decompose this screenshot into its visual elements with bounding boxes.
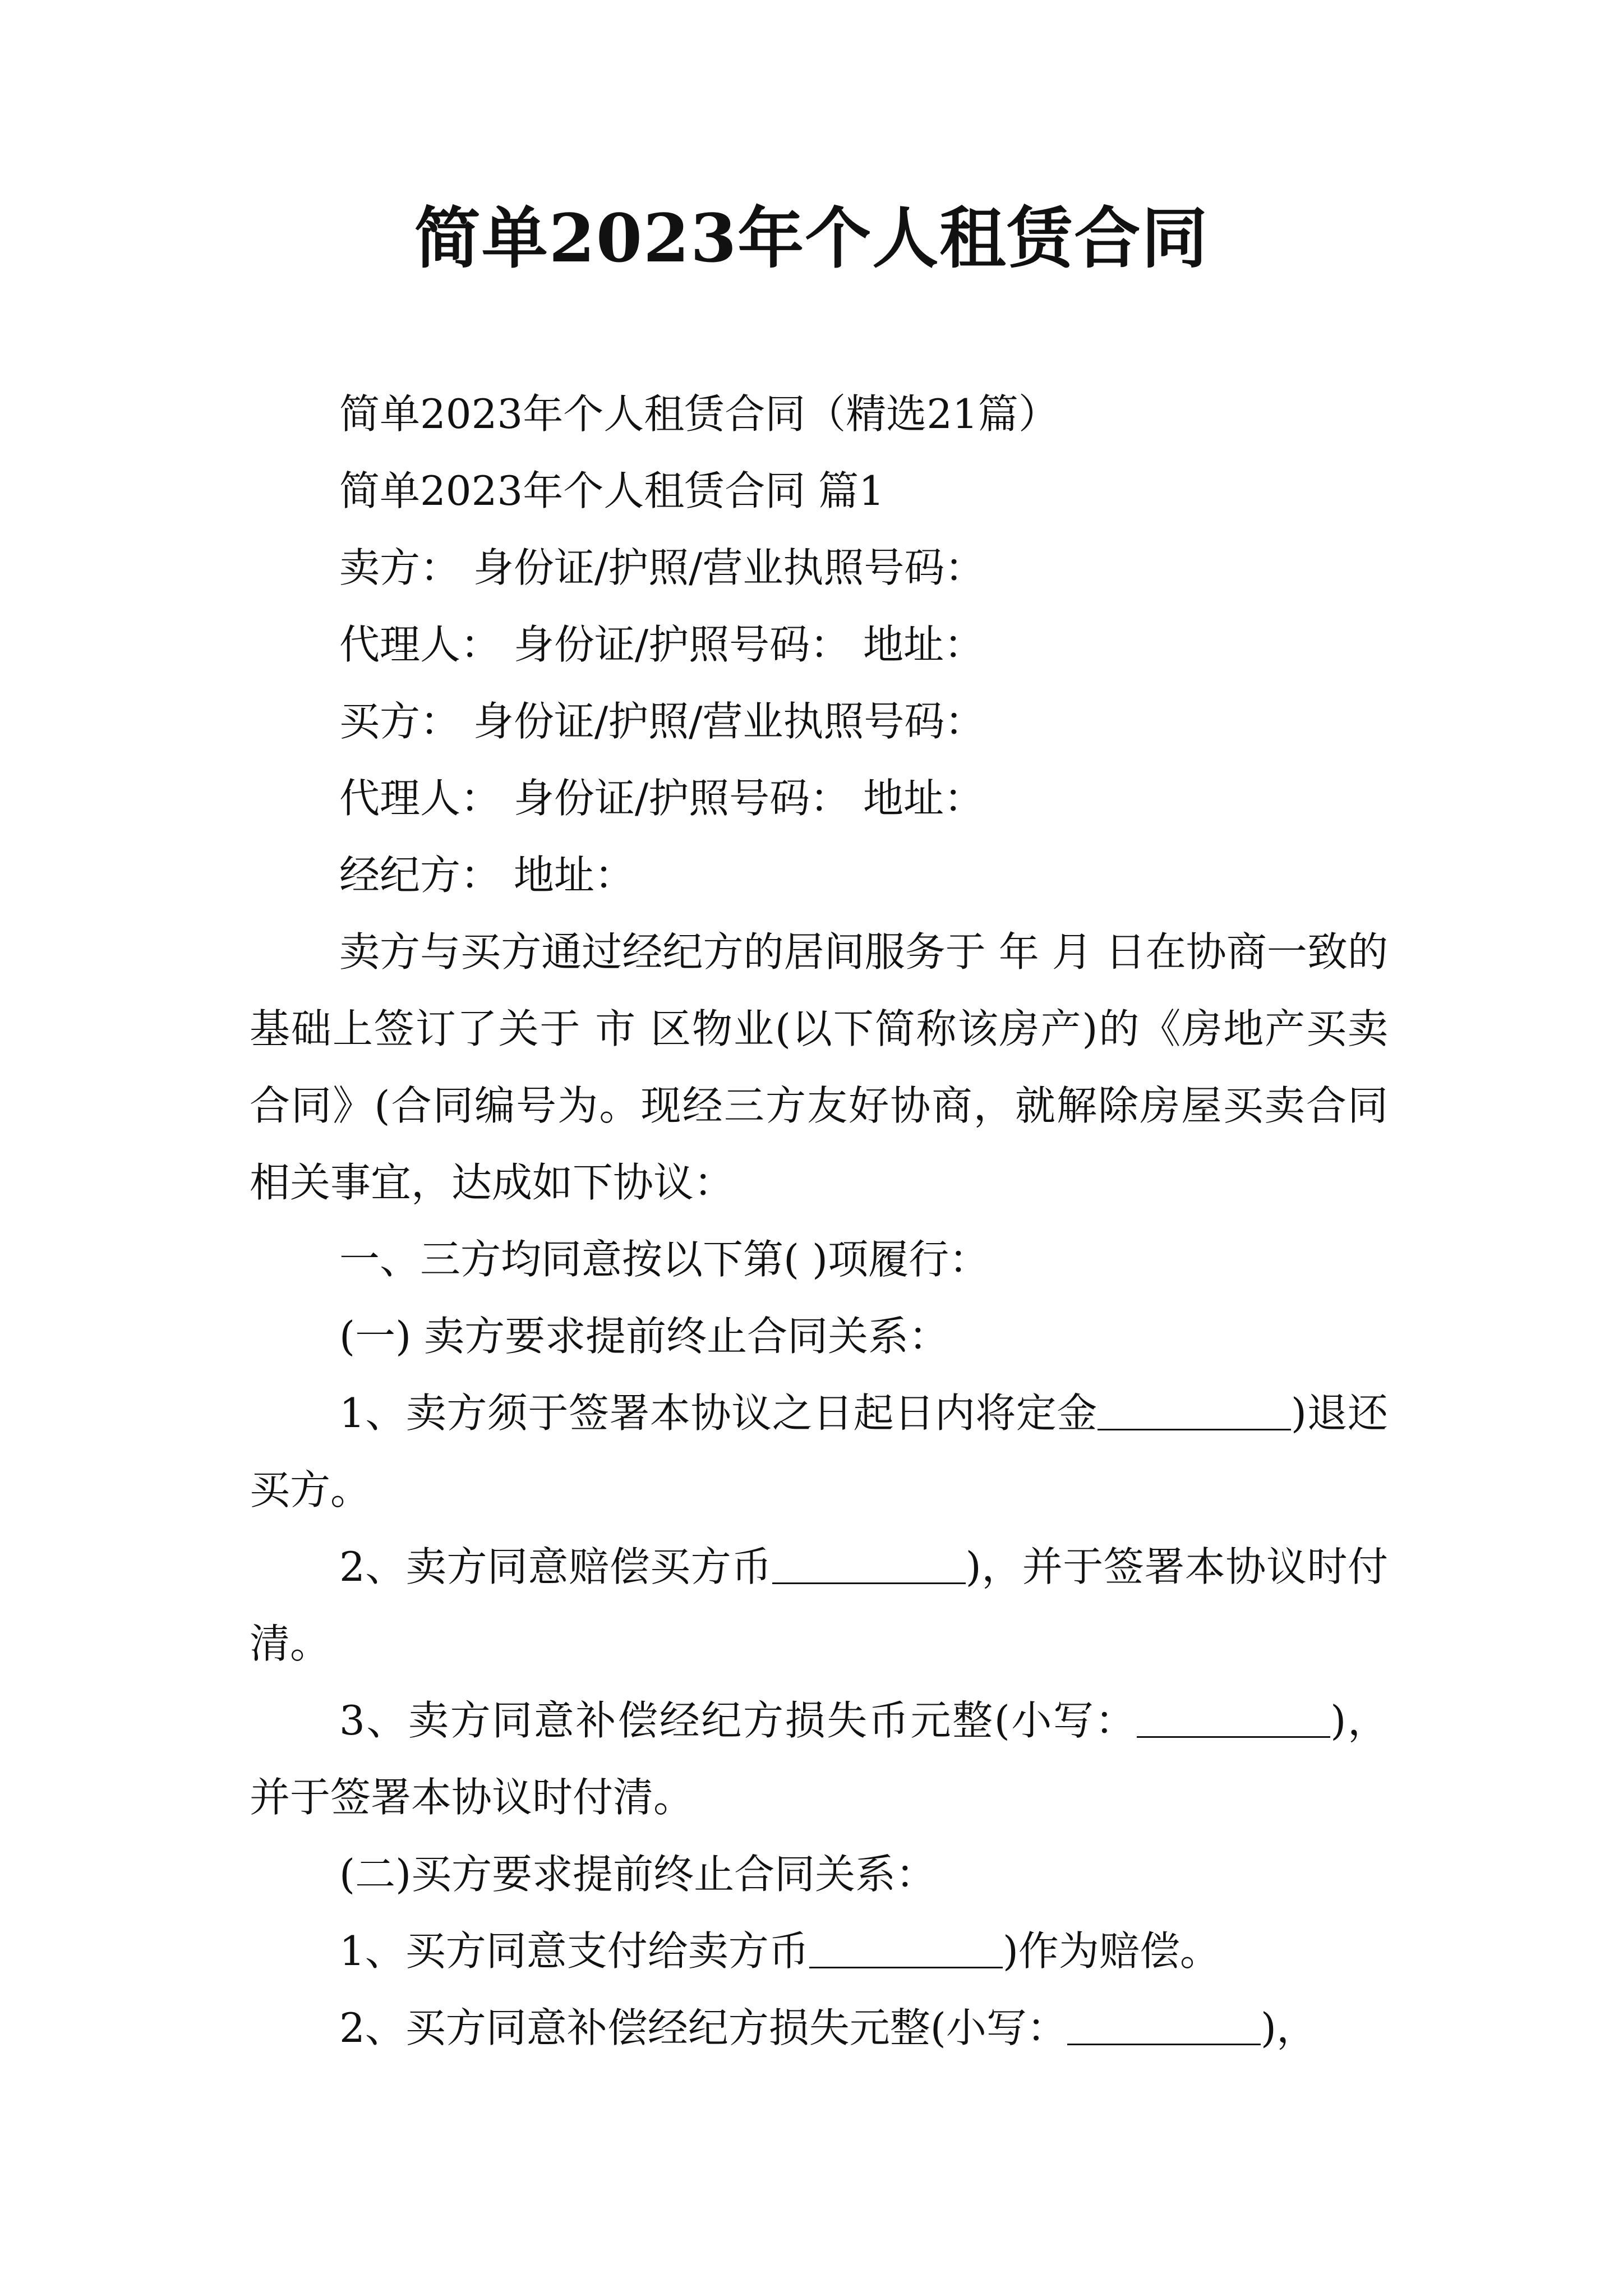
clause-text: )，并于签署本协议时付清。 (250, 1543, 1388, 1667)
fill-in-blank[interactable] (1067, 2003, 1261, 2045)
item-one: 一、三方均同意按以下第( )项履行： (339, 1236, 990, 1283)
section-two-heading: (二)买方要求提前终止合同关系： (339, 1851, 937, 1898)
fill-in-blank[interactable] (809, 1926, 1003, 1968)
clause-text: 1、卖方须于签署本协议之日起日内将定金 (339, 1389, 1098, 1437)
fill-in-blank[interactable] (1098, 1388, 1291, 1430)
seller-agent-line: 代理人： 身份证/护照号码： 地址： (339, 621, 985, 668)
section-one-clause-1 (250, 1375, 1388, 1529)
clause-text: )， (1260, 2004, 1317, 2051)
clause-text: )作为赔偿。 (1002, 1927, 1220, 1975)
document-body (250, 376, 1388, 2067)
clause-text: 1、买方同意支付给卖方币 (339, 1927, 809, 1975)
intro-paragraph: 卖方与买方通过经纪方的居间服务于 年 月 日在协商一致的基础上签订了关于 市 区物业(以下简称该房产)的《房地产买卖合同》(合同编号为。现经三方友好协商，就解除房屋买卖合同相关事宜，达成如下协议： (250, 928, 1388, 1206)
clause-text: 2、买方同意补偿经纪方损失元整(小写： (339, 2004, 1067, 2051)
section-heading: 简单2023年个人租赁合同 篇1 (339, 467, 884, 514)
clause-text: )退还买方。 (250, 1389, 1389, 1513)
fill-in-blank[interactable] (772, 1542, 966, 1584)
broker-line: 经纪方： 地址： (339, 852, 635, 899)
subtitle-line: 简单2023年个人租赁合同（精选21篇） (339, 390, 1059, 438)
buyer-agent-line: 代理人： 身份证/护照号码： 地址： (339, 775, 985, 822)
document-title: 简单2023年个人租赁合同 (414, 199, 1209, 277)
section-two-clause-1 (250, 1913, 1388, 1990)
section-one-clause-2 (250, 1529, 1388, 1682)
clause-text: 2、卖方同意赔偿买方币 (339, 1543, 772, 1590)
seller-line: 卖方： 身份证/护照/营业执照号码： (339, 544, 985, 591)
buyer-line: 买方： 身份证/护照/营业执照号码： (339, 698, 985, 745)
clause-text: 3、卖方同意补偿经纪方损失币元整(小写： (339, 1697, 1137, 1744)
section-two-clause-2 (250, 1990, 1388, 2067)
section-one-heading: (一) 卖方要求提前终止合同关系： (339, 1313, 949, 1360)
clause-text: )，并于签署本协议时付清。 (250, 1697, 1388, 1821)
fill-in-blank[interactable] (1137, 1696, 1330, 1738)
section-one-clause-3 (250, 1682, 1388, 1836)
